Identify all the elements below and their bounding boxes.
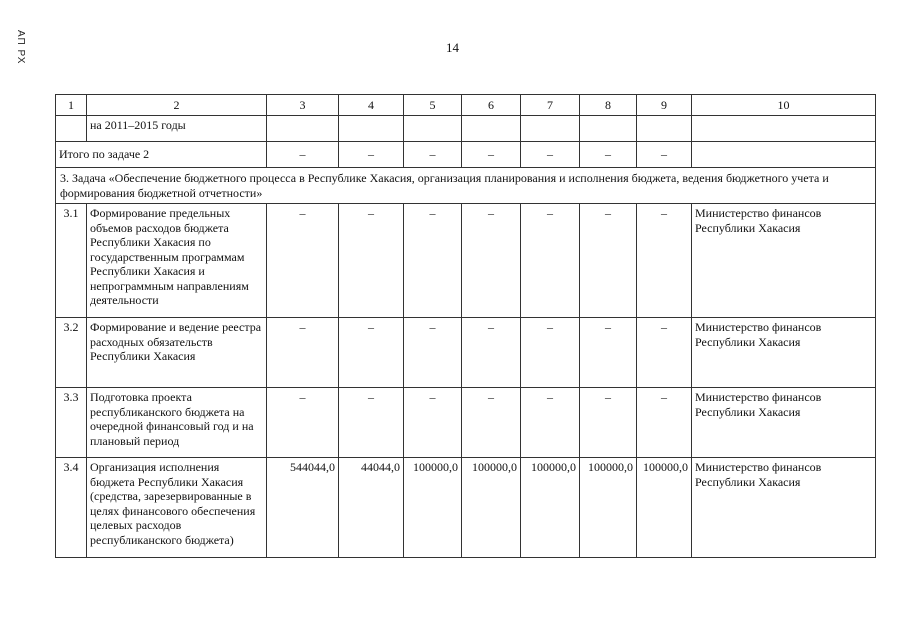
value-cell: 544044,0 bbox=[267, 458, 339, 558]
value-cell: 100000,0 bbox=[521, 458, 580, 558]
row-name: на 2011–2015 годы bbox=[87, 116, 267, 142]
task-row bbox=[56, 168, 876, 204]
header-cell: 9 bbox=[637, 95, 692, 116]
header-cell: 6 bbox=[462, 95, 521, 116]
value-cell: – bbox=[521, 142, 580, 168]
executor-cell: Министерство финансов Республики Хакасия bbox=[692, 388, 876, 458]
value-cell: – bbox=[637, 204, 692, 318]
value-cell: – bbox=[580, 388, 637, 458]
header-cell: 10 bbox=[692, 95, 876, 116]
value-cell: 100000,0 bbox=[404, 458, 462, 558]
table-row bbox=[56, 388, 876, 458]
row-name: Формирование и ведение реестра расходных обязательств Республики Хакасия bbox=[87, 318, 267, 388]
executor-cell: Министерство финансов Республики Хакасия bbox=[692, 204, 876, 318]
value-cell: – bbox=[521, 388, 580, 458]
value-cell: – bbox=[267, 204, 339, 318]
executor-cell: Министерство финансов Республики Хакасия bbox=[692, 318, 876, 388]
value-cell: – bbox=[580, 318, 637, 388]
carryover-row bbox=[56, 116, 876, 142]
value-cell: – bbox=[462, 388, 521, 458]
row-name: Организация исполнения бюджета Республики Хакасия (средства, зарезервированные в целях финансового обеспечения целевых расходов республиканского бюджета) bbox=[87, 458, 267, 558]
row-number bbox=[56, 116, 87, 142]
executor-cell: Министерство финансов Республики Хакасия bbox=[692, 458, 876, 558]
value-cell: – bbox=[521, 204, 580, 318]
archive-stamp: АП РХ bbox=[15, 30, 26, 65]
value-cell: – bbox=[339, 318, 404, 388]
value-cell: 44044,0 bbox=[339, 458, 404, 558]
header-row bbox=[56, 95, 876, 116]
value-cell: – bbox=[339, 388, 404, 458]
total-label: Итого по задаче 2 bbox=[56, 142, 267, 168]
header-cell: 8 bbox=[580, 95, 637, 116]
row-name: Формирование предельных объемов расходов бюджета Республики Хакасия по государственным программам Республики Хакасия и непрограммным направлениям деятельности bbox=[87, 204, 267, 318]
total-row bbox=[56, 142, 876, 168]
row-number: 3.2 bbox=[56, 318, 87, 388]
value-cell: – bbox=[521, 318, 580, 388]
value-cell: 100000,0 bbox=[637, 458, 692, 558]
value-cell: 100000,0 bbox=[580, 458, 637, 558]
value-cell: – bbox=[339, 204, 404, 318]
value-cell: – bbox=[462, 204, 521, 318]
table-row bbox=[56, 318, 876, 388]
header-cell: 5 bbox=[404, 95, 462, 116]
value-cell: – bbox=[267, 388, 339, 458]
value-cell: – bbox=[637, 142, 692, 168]
value-cell: – bbox=[404, 142, 462, 168]
value-cell: – bbox=[462, 142, 521, 168]
value-cell: – bbox=[404, 318, 462, 388]
value-cell: – bbox=[267, 142, 339, 168]
value-cell: – bbox=[580, 204, 637, 318]
value-cell: – bbox=[339, 142, 404, 168]
program-table bbox=[55, 94, 876, 558]
value-cell: 100000,0 bbox=[462, 458, 521, 558]
value-cell: – bbox=[462, 318, 521, 388]
header-cell: 1 bbox=[56, 95, 87, 116]
header-cell: 3 bbox=[267, 95, 339, 116]
page-number: 14 bbox=[446, 40, 459, 55]
header-cell: 7 bbox=[521, 95, 580, 116]
value-cell: – bbox=[404, 204, 462, 318]
row-number: 3.1 bbox=[56, 204, 87, 318]
row-name: Подготовка проекта республиканского бюджета на очередной финансовый год и на плановый период bbox=[87, 388, 267, 458]
value-cell: – bbox=[580, 142, 637, 168]
header-cell: 4 bbox=[339, 95, 404, 116]
row-number: 3.3 bbox=[56, 388, 87, 458]
value-cell: – bbox=[637, 318, 692, 388]
table-row bbox=[56, 458, 876, 558]
table-row bbox=[56, 204, 876, 318]
task-heading: 3. Задача «Обеспечение бюджетного процесса в Республике Хакасия, организация планирования и исполнения бюджета, ведения бюджетного учета и формирования бюджетной отчетности» bbox=[56, 168, 876, 204]
value-cell: – bbox=[637, 388, 692, 458]
value-cell: – bbox=[267, 318, 339, 388]
header-cell: 2 bbox=[87, 95, 267, 116]
row-number: 3.4 bbox=[56, 458, 87, 558]
value-cell: – bbox=[404, 388, 462, 458]
